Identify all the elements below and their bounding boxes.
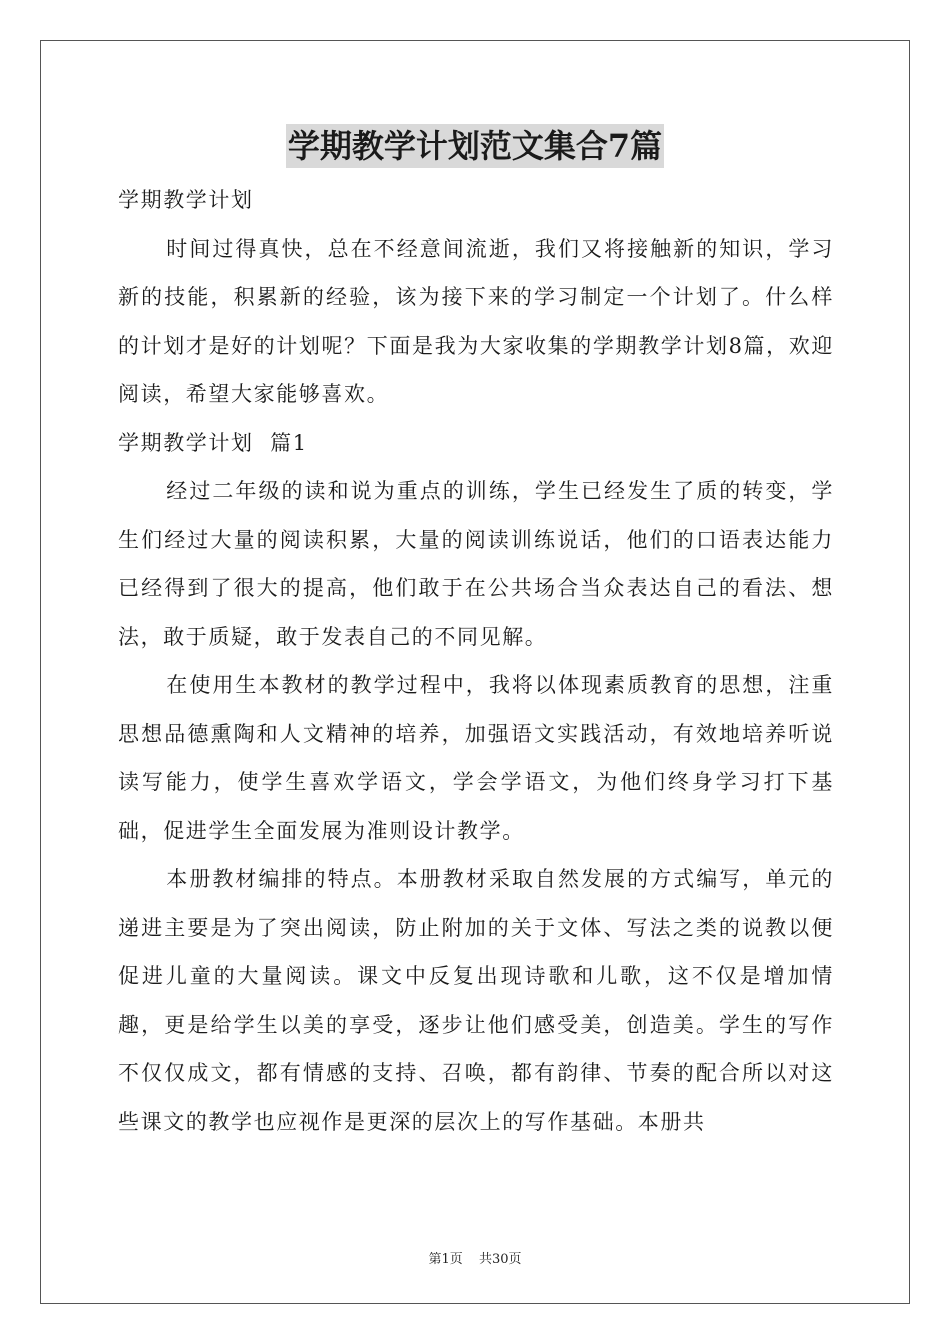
total-pages: 共30页 [478, 1252, 522, 1267]
body-paragraph: 本册教材编排的特点。本册教材采取自然发展的方式编写，单元的递进主要是为了突出阅读，防止附加的关于文体、写法之类的说教以便促进儿童的大量阅读。课文中反复出现诗歌和儿歌，这不仅是增加情趣，更是给学生以美的享受，逐步让他们感受美，创造美。学生的写作不仅仅成文，都有情感的支持、召唤，都有韵律、节奏的配合所以对这些课文的教学也应视作是更深的层次上的写作基础。本册共 [118, 867, 834, 1134]
section-heading: 学期教学计划 [118, 188, 254, 212]
document-title: 学期教学计划范文集合7篇 [286, 124, 664, 168]
body-paragraph: 经过二年级的读和说为重点的训练，学生已经发生了质的转变，学生们经过大量的阅读积累，大量的阅读训练说话，他们的口语表达能力已经得到了很大的提高，他们敢于在公共场合当众表达自己的看法、想法，敢于质疑，敢于发表自己的不同见解。 [118, 479, 834, 649]
document-body [118, 176, 834, 1146]
section-heading: 学期教学计划 篇1 [118, 430, 308, 455]
page-number: 第1页 [428, 1252, 463, 1267]
page-footer [0, 1248, 950, 1267]
body-paragraph: 在使用生本教材的教学过程中，我将以体现素质教育的思想，注重思想品德熏陶和人文精神的培养，加强语文实践活动，有效地培养听说读写能力，使学生喜欢学语文，学会学语文，为他们终身学习打下基础，促进学生全面发展为准则设计教学。 [118, 673, 834, 843]
body-paragraph: 时间过得真快，总在不经意间流逝，我们又将接触新的知识，学习新的技能，积累新的经验，该为接下来的学习制定一个计划了。什么样的计划才是好的计划呢？下面是我为大家收集的学期教学计划8篇，欢迎阅读，希望大家能够喜欢。 [118, 236, 834, 406]
title-container [0, 124, 950, 168]
